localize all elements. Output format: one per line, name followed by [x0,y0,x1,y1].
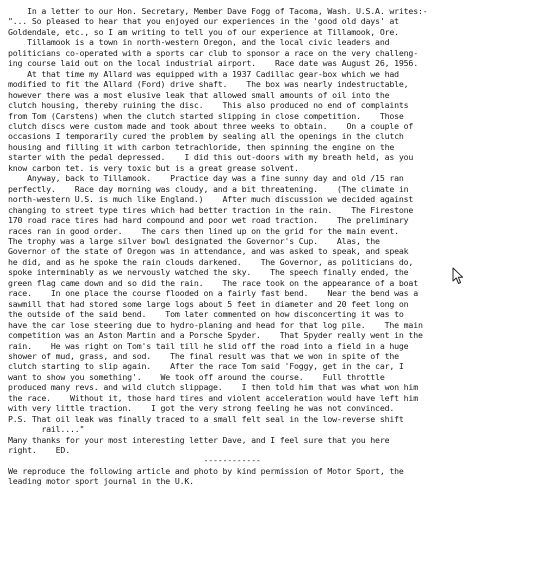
mouse-pointer-icon [452,267,466,285]
text-line: politicians co-operated with a sports car club to sponsor a race on the very challeng- [8,47,418,58]
text-line: starter with the pedal depressed. I did this out-doors with my breath held, as you [8,152,414,163]
text-line: the outside of the said bend. Tom later commented on how disconcerting it was to [8,309,404,320]
text-line: north-western U.S. is much like England.) After much discussion we decided against [8,194,414,205]
text-line: the race. Without it, those hard tires and violent acceleration would have left him [8,392,418,403]
text-line: changing to street type tires which had better traction in the rain. The Firestone [8,204,414,215]
text-line: however there was a most elusive leak that allowed small amounts of oil into the [8,89,390,100]
text-line: housing and filling it with carbon tetrachloride, then spinning the engine on the [8,141,395,152]
text-line: perfectly. Race day morning was cloudy, and a bit threatening. (The climate in [8,183,409,194]
text-line: clutch housing, thereby ruining the disc. This also produced no end of complaints [8,100,409,111]
text-line: sawmill that had stored some large logs about 5 feet in diameter and 20 feet long on [8,298,409,309]
text-line: The trophy was a large silver bowl designated the Governor's Cup. Alas, the [8,235,380,246]
text-line: occasions I temporarily cured the problem by sealing all the openings in the clutch [8,131,404,142]
text-line: with very little traction. I got the very strong feeling he was not convinced. [8,403,395,414]
letter-text-body [8,6,547,487]
text-line: Goldendale, etc., so I am writing to tell you of our experience at Tillamook, Ore. [8,26,399,37]
text-line: P.S. That oil leak was finally traced to a small felt seal in the low-reverse shift [8,413,404,424]
text-line: he did, and as he spoke the rain clouds darkened. The Governor, as politicians do, [8,256,414,267]
text-line: know carbon tet. is very toxic but is a great grease solvent. [8,162,299,173]
text-line: modified to fit the Allard (Ford) drive shaft. The box was nearly indestructable, [8,79,409,90]
text-line: ing course laid out on the local industrial airport. Race date was August 26, 1956. [8,58,418,69]
text-line: produced many revs. and wild clutch slippage. I then told him that was what won him [8,382,418,393]
text-line: Anyway, back to Tillamook. Practice day was a fine sunny day and old /15 ran [8,173,404,184]
text-line: clutch discs were custom made and took about three weeks to obtain. On a couple of [8,120,414,131]
text-line: Many thanks for your most interesting letter Dave, and I feel sure that you here [8,434,390,445]
text-line: leading motor sport journal in the U.K. [8,476,194,487]
text-line: competition was an Aston Martin and a Porsche Spyder. That Spyder really went in the [8,330,423,341]
text-line: rain. He was right on Tom's tail till he slid off the road into a field in a huge [8,340,409,351]
text-line: rail...." [8,424,85,435]
text-line: green flag came down and so did the rain. The race took on the appearance of a boat [8,277,418,288]
text-line: from Tom (Carstens) when the clutch started slipping in close competition. Those [8,110,404,121]
text-line: Tillamook is a town in north-western Oregon, and the local civic leaders and [8,37,390,48]
text-line: clutch starting to slip again. After the race Tom said 'Foggy, get in the car, I [8,361,404,372]
text-line: "... So pleased to hear that you enjoyed our experiences in the 'good old days' at [8,16,399,27]
text-line: 170 road race tires had hard compound and poor wet road traction. The preliminary [8,215,409,226]
text-line: have the car lose steering due to hydro-planing and head for that log pile. The main [8,319,423,330]
text-line: Governor of the state of Oregon was in attendance, and was asked to speak, and speak [8,246,409,257]
separator-rule: ------------ [8,455,261,466]
text-line: races ran in good order. The cars then lined up on the grid for the main event. [8,225,399,236]
text-line: race. In one place the course flooded on a fairly fast bend. Near the bend was a [8,288,418,299]
text-line: right. ED. [8,445,70,456]
text-line: We reproduce the following article and photo by kind permission of Motor Sport, the [8,465,404,476]
text-line: shower of mud, grass, and sod. The final result was that we won in spite of the [8,350,399,361]
text-line: At that time my Allard was equipped with a 1937 Cadillac gear-box which we had [8,68,399,79]
text-line: In a letter to our Hon. Secretary, Member Dave Fogg of Tacoma, Wash. U.S.A. writes:- [8,6,428,16]
text-line: want to show you something'. We took off around the course. Full throttle [8,371,385,382]
text-line: spoke interminably as we nervously watched the sky. The speech finally ended, the [8,267,409,278]
